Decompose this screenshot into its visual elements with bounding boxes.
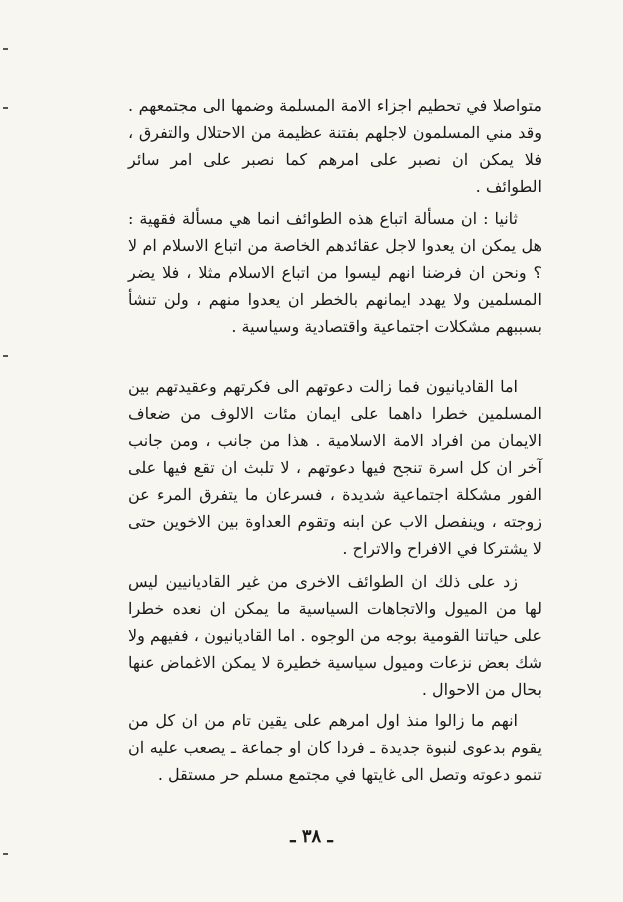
scan-edge-mark <box>3 48 8 50</box>
scan-edge-mark <box>3 853 8 855</box>
paragraph-5: انهم ما زالوا منذ اول امرهم على يقين تام من ان كل من يقوم بدعوى لنبوة جديدة ـ فردا كان او جماعة ـ يصعب عليه ان تنمو دعوته وتصل الى غايتها في مجتمع مسلم حر مستقل . <box>128 711 542 784</box>
scan-edge-mark <box>3 107 8 109</box>
page-number: ـ ٣٨ ـ <box>290 826 333 847</box>
paragraph-3: اما القاديانيون فما زالت دعوتهم الى فكرتهم وعقيدتهم بين المسلمين خطرا داهما على ايمان مئات الالوف من ضعاف الايمان من افراد الامة الاسلامية . هذا من جانب ، ومن جانب آخر ان كل اسرة تنجح فيها دعوتهم ، لا تلبث ان تقع فيها على الفور مشكلة اجتماعية شديدة ، فسرعان ما يتفرق المرء عن زوجته ، وينفصل الاب عن ابنه وتقوم العداوة بين الاخوين حتى لا يشتركا في الافراح والاتراح . <box>128 377 543 558</box>
paragraph-1: متواصلا في تحطيم اجزاء الامة المسلمة وضمها الى مجتمعهم . وقد مني المسلمون لاجلهم بفتنة عظيمة من الاحتلال والتفرق ، فلا يمكن ان نصبر على امرهم كما نصبر على امر سائر الطوائف . <box>128 96 542 196</box>
paragraph-4: زد على ذلك ان الطوائف الاخرى من غير القاديانيين ليس لها من الميول والاتجاهات السياسية ما يمكن ان نعده خطرا على حياتنا القومية بوجه من الوجوه . اما القاديانيون ، ففيهم ولا شك بعض نزعات وميول سياسية خطيرة لا يمكن الاغماض عنها بحال من الاحوال . <box>128 572 542 699</box>
scan-edge-mark <box>3 355 8 357</box>
paragraph-2: ثانيا : ان مسألة اتباع هذه الطوائف انما هي مسألة فقهية : هل يمكن ان يعدوا لاجل عقائدهم الخاصة من اتباع الاسلام ام لا ؟ ونحن ان فرضنا انهم ليسوا من اتباع الاسلام مثلا ، فلا يضر المسلمين ولا يهدد ايمانهم بالخطر ان يعدوا منهم ، ولن تنشأ بسببهم مشكلات اجتماعية واقتصادية وسياسية . <box>128 209 542 336</box>
